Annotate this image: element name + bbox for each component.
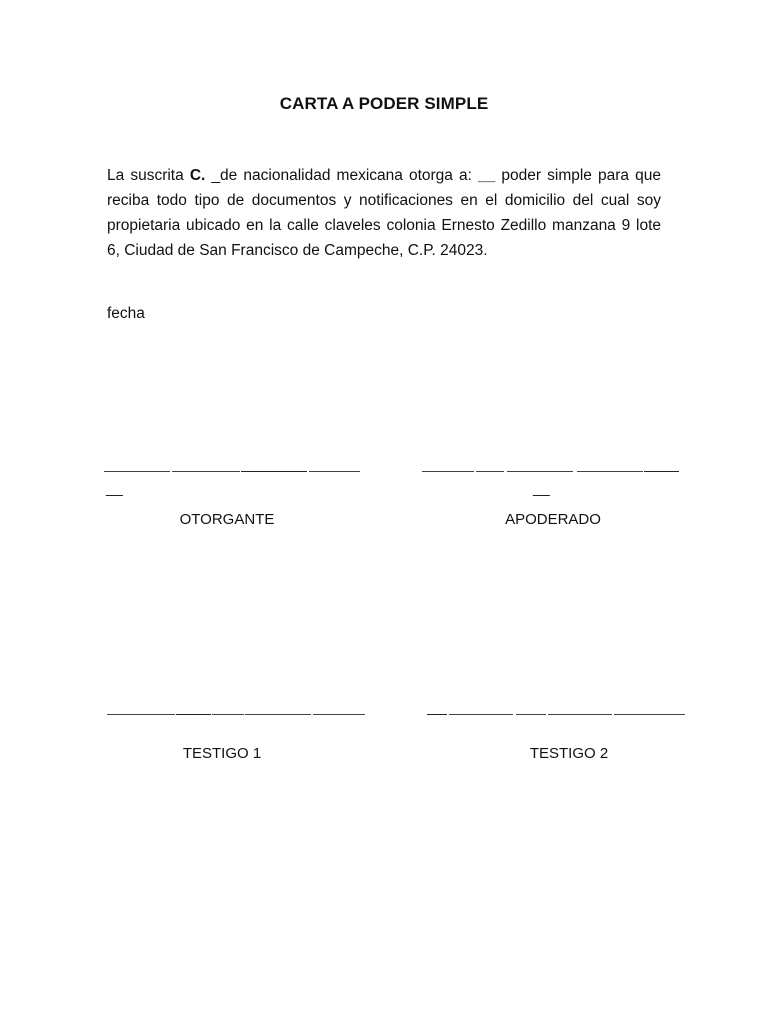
document-title: CARTA A PODER SIMPLE (279, 94, 489, 113)
power-of-attorney-paragraph (107, 163, 661, 263)
attorney-label: APODERADO (505, 511, 601, 528)
witness-2-label: TESTIGO 2 (529, 745, 609, 762)
paragraph-part-2: _de nacionalidad mexicana otorga a: (205, 167, 479, 184)
attorney-dash: __ (533, 480, 550, 497)
paragraph-part-1: La suscrita (107, 167, 190, 184)
paragraph-blank: __ (478, 167, 496, 184)
paragraph-bold-c: C. (189, 167, 206, 184)
grantor-label: OTORGANTE (179, 511, 275, 528)
date-label: fecha (107, 305, 145, 322)
witness-1-label: TESTIGO 1 (182, 745, 262, 762)
grantor-dash: __ (106, 480, 123, 497)
paragraph-part-3: poder simple para que reciba todo tipo de documentos y notificaciones en el domicilio del cual soy propietaria ubicado en la calle claveles colonia Ernesto Zedillo manzana 9 lote 6, Ciudad de San Francisco de Campeche, C.P. 24023. (107, 167, 661, 259)
